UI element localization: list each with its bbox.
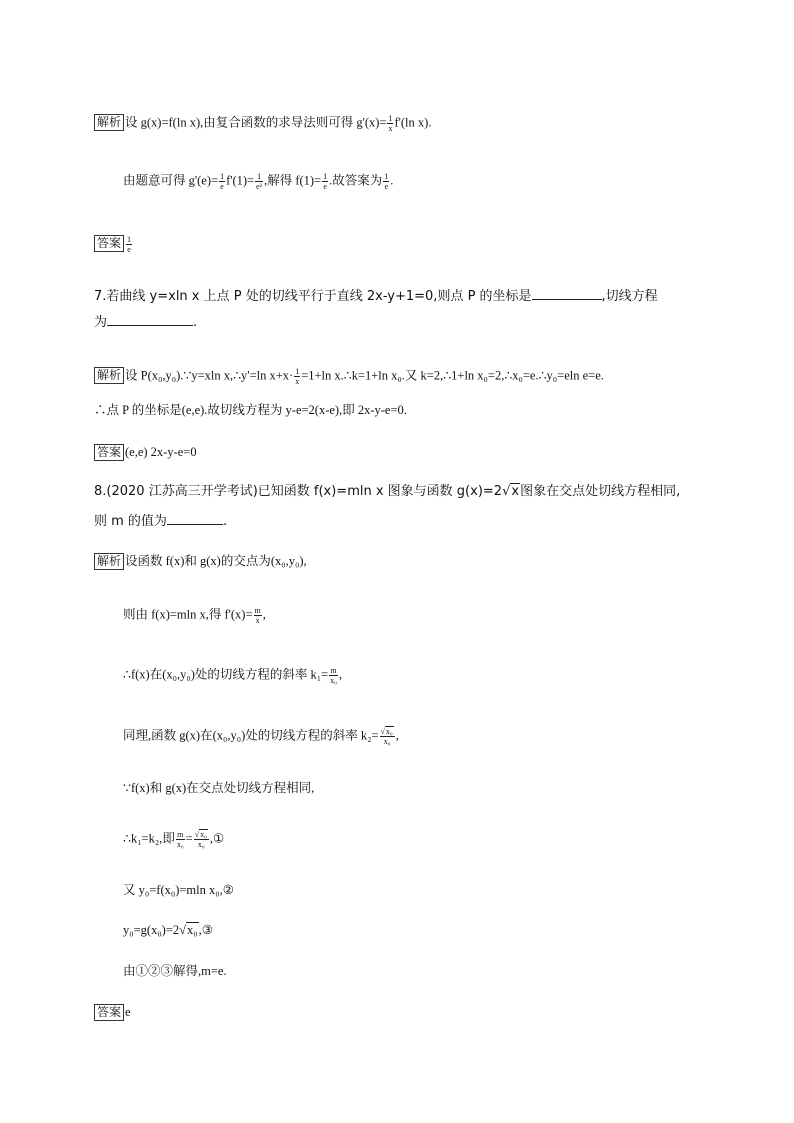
analysis-tag: 解析: [94, 114, 124, 131]
q8-stem-line-1: 8.(2020 江苏高三开学考试)已知函数 f(x)=mln x 图象与函数 g(x)=2√x图象在交点处切线方程相同,: [94, 484, 681, 499]
fraction: $\frac{m}{\text{x₀}}$: [176, 830, 184, 849]
analysis-tag: 解析: [94, 553, 124, 570]
q8-analysis-line-2: 则由 f(x)=mln x,得 f'(x)= $\frac{m}{x}$ ,: [123, 606, 266, 625]
p6-answer-line: [94, 235, 133, 254]
q7-stem-line-1: 7.若曲线 y=xln x 上点 P 处的切线平行于直线 2x-y+1=0,则点 P 的坐标是 ,切线方程: [94, 289, 658, 304]
answer-blank[interactable]: [167, 512, 223, 525]
p6-analysis-line-2: 由题意可得 g'(e)= $\frac{1}{e}$ f'(1)= $\frac{1}{\text{e²}}$ ,解得 f(1)= $\frac{1}{e}$ .故答案为 $\frac{1}{e}$ .: [123, 172, 394, 191]
fraction: $\frac{m}{x}$: [254, 606, 261, 625]
sqrt-symbol: √: [194, 830, 200, 839]
answer-blank[interactable]: [532, 287, 602, 300]
q8-analysis-line-7: 又 y₀=f(x₀)=mln x₀,②: [123, 883, 234, 897]
analysis-tag: 解析: [94, 367, 124, 384]
fraction: $\frac{1}{x}$: [388, 114, 393, 133]
answer-blank[interactable]: [107, 313, 193, 326]
q8-stem-line-2: 则 m 的值为 .: [94, 514, 228, 529]
fraction: $\frac{1}{e}$: [127, 235, 132, 254]
fraction: $\frac{1}{x}$: [295, 367, 300, 386]
sqrt-symbol: √: [502, 484, 511, 499]
p6-analysis-line-1: 解析 设 g(x)=f(ln x),由复合函数的求导法则可得 g'(x)= $\frac{1}{x}$ f'(ln x).: [94, 114, 431, 133]
answer-tag: 答案: [94, 1004, 124, 1021]
answer-tag: 答案: [94, 235, 124, 252]
answer-tag: 答案: [94, 444, 124, 461]
fraction: $\frac{m}{\text{x₀}}$: [330, 666, 337, 685]
q7-analysis-line-1: 解析 设 P(x₀,y₀).∵y=xln x,∴y'=ln x+x· $\frac{1}{x}$ =1+ln x.∴k=1+ln x₀.又 k=2,∴1+ln x₀=2,∴x₀=e.∴y₀=eln e=e.: [94, 367, 604, 386]
fraction: $\frac{1}{\text{e²}}$: [256, 172, 263, 191]
q8-analysis-line-8: y₀=g(x₀)=2√x₀,③: [123, 923, 213, 937]
q8-analysis-line-3: ∴f(x)在(x₀,y₀)处的切线方程的斜率 k₁= $\frac{m}{\text{x₀}}$ ,: [123, 666, 343, 685]
fraction: $\frac{\text{√x₀}}{\text{x₀}}$: [194, 830, 207, 849]
fraction: $\frac{\text{√x₀}}{\text{x₀}}$: [380, 727, 393, 746]
q8-answer-line: 答案 e: [94, 1004, 131, 1021]
q8-analysis-line-5: ∵f(x)和 g(x)在交点处切线方程相同,: [123, 781, 315, 795]
sqrt-symbol: √: [380, 727, 385, 736]
fraction: $\frac{1}{e}$: [323, 172, 328, 191]
q7-analysis-line-2: ∴点 P 的坐标是(e,e).故切线方程为 y-e=2(x-e),即 2x-y-e=0.: [94, 403, 407, 417]
q8-analysis-line-4: 同理,函数 g(x)在(x₀,y₀)处的切线方程的斜率 k₂= $\frac{\text{√x₀}}{\text{x₀}}$ ,: [123, 727, 399, 746]
sqrt-symbol: √: [179, 923, 187, 937]
q7-stem-line-2: 为 .: [94, 315, 198, 330]
fraction: $\frac{1}{e}$: [384, 172, 389, 191]
q8-analysis-line-9: 由①②③解得,m=e.: [123, 964, 227, 978]
q8-analysis-line-1: 解析 设函数 f(x)和 g(x)的交点为(x₀,y₀),: [94, 553, 307, 570]
q8-analysis-line-6: ∴k₁=k₂,即 $\frac{m}{\text{x₀}}$ = $\frac{\text{√x₀}}{\text{x₀}}$ ,①: [123, 830, 225, 849]
fraction: $\frac{1}{e}$: [220, 172, 225, 191]
q7-answer-line: 答案 (e,e) 2x-y-e=0: [94, 444, 197, 461]
